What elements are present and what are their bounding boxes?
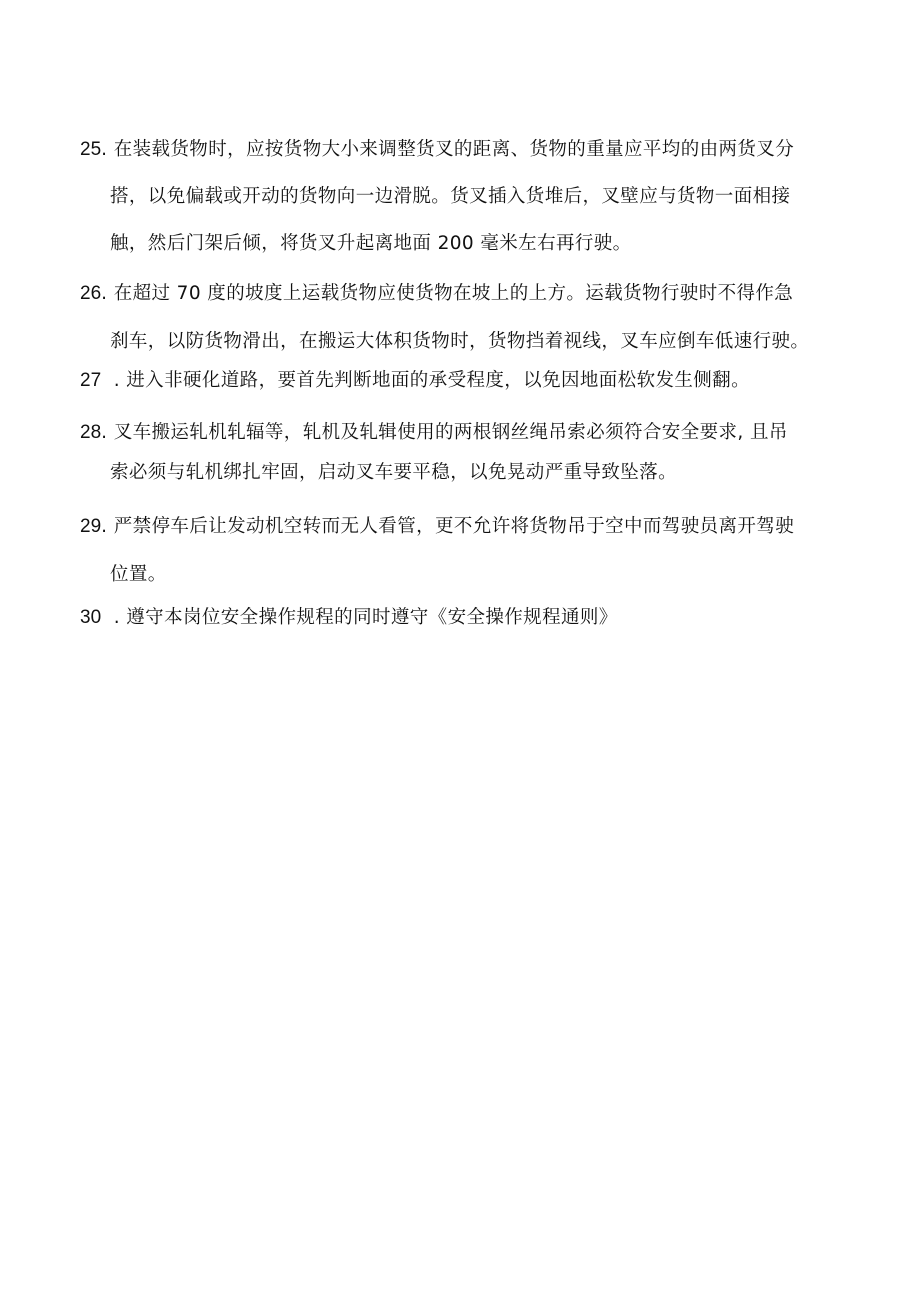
rule-item-28 (80, 413, 850, 493)
rule-line: 触，然后门架后倾，将货叉升起离地面 200 毫米左右再行驶。 (110, 233, 632, 254)
rule-line (80, 413, 850, 453)
rule-item-29 (80, 503, 850, 599)
rule-number: 29 (80, 516, 102, 537)
rule-text: . 遵守本岗位安全操作规程的同时遵守《安全操作规程通则》 (101, 607, 618, 628)
rule-text: . 进入非硬化道路，要首先判断地面的承受程度，以免因地面松软发生侧翻。 (101, 370, 750, 391)
rule-line (80, 604, 850, 632)
rule-number: 28 (80, 422, 102, 443)
rule-number: 25 (80, 139, 102, 160)
rule-line: 搭，以免偏载或开动的货物向一边滑脱。货叉插入货堆后，叉壁应与货物一面相接 (110, 186, 791, 207)
rule-number: 26 (80, 283, 102, 304)
rule-number: 27 (80, 370, 102, 391)
rule-item-25 (80, 126, 850, 267)
rule-text: . 在超过 70 度的坡度上运载货物应使货物在坡上的上方。运载货物行驶时不得作急 (101, 283, 794, 304)
rule-text: . 叉车搬运轧机轧辐等，轧机及轧辑使用的两根钢丝绳吊索必须符合安全要求, 且吊 (101, 422, 788, 443)
rule-number: 30 (80, 607, 102, 628)
rule-line (80, 126, 850, 173)
rule-line: 索必须与轧机绑扎牢固，启动叉车要平稳，以免晃动严重导致坠落。 (110, 462, 678, 483)
rule-item-26 (80, 270, 850, 366)
rule-line: 刹车，以防货物滑出，在搬运大体积货物时，货物挡着视线，叉车应倒车低速行驶。 (110, 331, 810, 352)
rule-item-27 (80, 367, 850, 395)
rule-text: . 严禁停车后让发动机空转而无人看管，更不允许将货物吊于空中而驾驶员离开驾驶 (101, 516, 795, 537)
rule-line (80, 270, 850, 318)
rule-line: 位置。 (110, 564, 167, 585)
rule-text: . 在装载货物时，应按货物大小来调整货叉的距离、货物的重量应平均的由两货叉分 (101, 139, 795, 160)
rule-line (80, 367, 850, 395)
rule-item-30 (80, 604, 850, 632)
rule-line (80, 503, 850, 551)
